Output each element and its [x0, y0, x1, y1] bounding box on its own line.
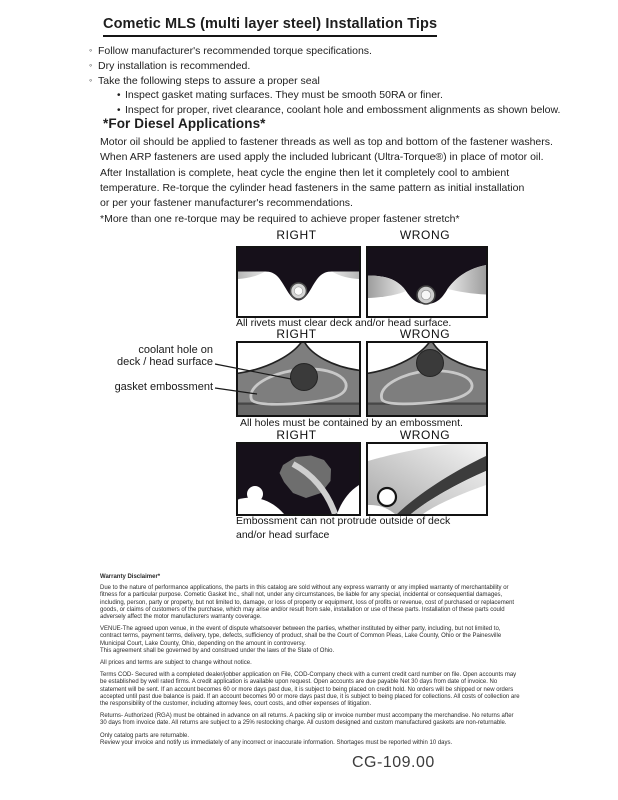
coolant-hole-icon: [291, 364, 318, 391]
gasket-embossment-label: gasket embossment: [114, 381, 213, 393]
fig3-caption-line1: Embossment can not protrude outside of deck: [236, 515, 451, 527]
section-heading-diesel: *For Diesel Applications*: [103, 116, 266, 131]
fig3-right-diagram: [236, 442, 361, 516]
paragraph-line: Motor oil should be applied to fastener threads as well as top and bottom of the fastener washers.: [100, 136, 553, 148]
paragraph-line: When ARP fasteners are used apply the included lubricant (Ultra-Torque®) in place of motor oil.: [100, 151, 544, 163]
fig2-wrong-diagram: [366, 341, 488, 417]
bullet-marker: •: [117, 105, 121, 116]
fine-print-paragraph: Due to the nature of performance applications, the parts in this catalog are sold without any express warranty or any implied warranty of merchantability or fitness for a particular purpose. Cometic Gasket Inc., shall not, under any circumstances, be liable for any special, incidental or consequential damages, including, person, party or property, but not limited to, damage, or loss of property or equipment, loss of profits or revenue, cost of purchased or replacement goods, or claims of customers of the purchase, which may arise and/or result from sale, installation or use of these parts. Installation of these parts could adversely affect the motor manufacturers warranty coverage.: [100, 585, 515, 621]
fine-print-paragraph: VENUE-The agreed upon venue, in the event of dispute whatsoever between the parties, whether instituted by either party, including, but not limited to, contract terms, payment terms, delivery, type, defects, sufficiency of product, shall be the Court of Common Pleas, Lake County, Ohio or the Painesville Municipal Court, Lake County, Ohio, depending on the amount in controversy.: [100, 626, 502, 647]
retorque-note: *More than one re-torque may be required to achieve proper fastener stretch*: [100, 213, 460, 225]
fig3-caption-line2: and/or head surface: [236, 529, 330, 541]
bullet-text: Inspect for proper, rivet clearance, coolant hole and embossment alignments as shown below.: [125, 104, 561, 116]
fig2-right-diagram: [236, 341, 361, 417]
bullet-text: Follow manufacturer's recommended torque specifications.: [98, 45, 372, 57]
fine-print-paragraph: Terms COD- Secured with a completed dealer/jobber application on File, COD-Company check with a current credit card number on file. Open accounts may be established by well rated firms. A credit application is available upon request. Open accounts are due payable Net 30 days from date of invoice. No statement will be sent. If an account becomes 60 or more days past due, it is subject to being placed on credit hold. No orders will be shipped or new orders accepted until past due balance is paid. If an account becomes 90 or more days past due, it is subject to being placed for collections. All costs of collection are the responsibility of the customer, including attorney fees, court costs, and other expenses of litigation.: [100, 672, 520, 708]
bullet-marker: ◦: [89, 75, 93, 85]
bullet-marker: •: [117, 90, 121, 101]
coolant-hole-icon: [417, 350, 444, 377]
bolt-hole-icon: [247, 486, 263, 502]
coolant-hole-label: coolant hole on deck / head surface: [116, 344, 213, 368]
warranty-disclaimer-heading: Warranty Disclaimer*: [100, 574, 161, 580]
fine-print-paragraph: This agreement shall be governed by and construed under the laws of the State of Ohio.: [100, 647, 335, 654]
fig1-right-label: RIGHT: [276, 228, 317, 242]
fig2-caption: All holes must be contained by an embossment.: [240, 417, 463, 429]
fig3-wrong-diagram: [366, 442, 488, 516]
bullet-text: Take the following steps to assure a proper seal: [98, 75, 320, 87]
fine-print-paragraph: All prices and terms are subject to change without notice.: [100, 660, 252, 667]
paragraph-line: or per your fastener manufacturer's recommendations.: [100, 197, 353, 209]
bullet-item-1: [89, 44, 372, 58]
fig3-wrong-label: WRONG: [399, 428, 451, 442]
sub-bullet-item-1: [117, 89, 443, 102]
paragraph-line: temperature. Re-torque the cylinder head fasteners in the same pattern as initial installation: [100, 182, 525, 194]
fig1-caption: All rivets must clear deck and/or head surface.: [236, 317, 452, 329]
fine-print-paragraph: Only catalog parts are returnable.: [100, 732, 190, 739]
page-number: CG-109.00: [352, 754, 435, 771]
bolt-hole-icon: [378, 488, 396, 506]
fig1-wrong-label: WRONG: [399, 228, 451, 242]
fig3-right-label: RIGHT: [276, 428, 317, 442]
bullet-item-3: [89, 74, 320, 88]
fig2-right-label: RIGHT: [276, 327, 317, 341]
bullet-text: Dry installation is recommended.: [98, 60, 251, 72]
bullet-item-2: [89, 59, 250, 73]
bullet-marker: ◦: [89, 60, 93, 70]
bullet-marker: ◦: [89, 45, 93, 55]
fine-print-paragraph: Returns- Authorized (RGA) must be obtained in advance on all returns. A packing slip or invoice number must accompany the merchandise. No returns after 30 days from invoice date. All returns are subject to a 25% restocking charge. All custom designed and custom manufactured gaskets are non-returnable.: [100, 713, 514, 727]
bullet-text: Inspect gasket mating surfaces. They must be smooth 50RA or finer.: [125, 89, 443, 101]
fig1-right-diagram: [236, 246, 361, 318]
fine-print-paragraph: Review your invoice and notify us immediately of any incorrect or inaccurate information. Shortages must be reported within 10 days.: [100, 739, 453, 746]
fig2-wrong-label: WRONG: [399, 327, 451, 341]
paragraph-line: After Installation is complete, heat cycle the engine then let it completely cool to ambient: [100, 167, 510, 179]
page-title: Cometic MLS (multi layer steel) Installation Tips: [103, 16, 437, 37]
fig1-wrong-diagram: [366, 246, 488, 318]
warranty-fine-print: [100, 574, 520, 747]
